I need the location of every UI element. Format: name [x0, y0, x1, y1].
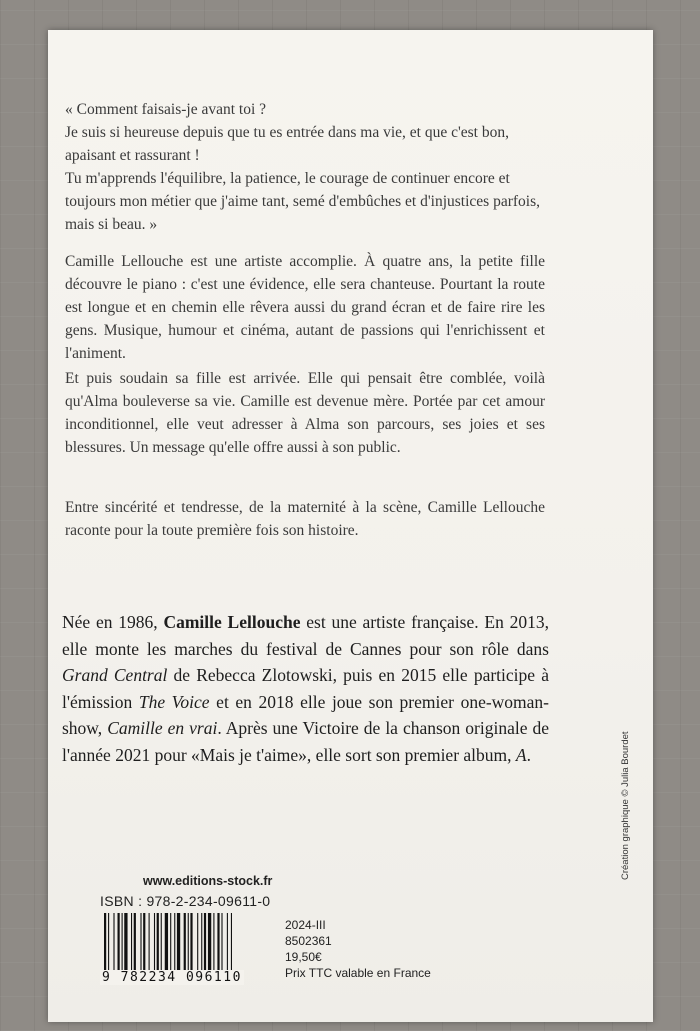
bio-text: et en 2018 elle joue son premier one-woman-show,: [62, 691, 550, 738]
publisher-website: www.editions-stock.fr: [143, 874, 273, 888]
bio-text: . Après une Victoire de la chanson originale de l'année 2021 pour «Mais je t'aime», elle sort son premier album,: [62, 718, 550, 765]
bio-text: Née en 1986,: [62, 612, 164, 632]
barcode-icon: [100, 913, 270, 973]
bio-text: est une artiste française. En 2013, elle monte les marches du festival de Cannes pour son rôle dans: [62, 612, 549, 659]
oneshow-title: Camille en vrai: [107, 718, 218, 738]
quote-line: « Comment faisais-je avant toi ?: [65, 101, 267, 118]
quote-line: Je suis si heureuse depuis que tu es entrée dans ma vie, et que c'est bon, apaisant et rassurant !: [65, 124, 509, 164]
quote-line: Tu m'apprends l'équilibre, la patience, le courage de continuer encore et toujours mon métier que j'aime tant, semé d'embûches et d'injustices parfois, mais si beau. »: [65, 170, 540, 233]
edition-info: [285, 917, 431, 981]
film-title: Grand Central: [62, 665, 168, 685]
price-note: Prix TTC valable en France: [285, 966, 431, 980]
design-credit: Création graphique © Julia Bourdet: [620, 731, 631, 880]
blurb-paragraph-2: Et puis soudain sa fille est arrivée. Elle qui pensait être comblée, voilà qu'Alma bouleverse sa vie. Camille est devenue mère. Portée par cet amour inconditionnel, elle veut adresser à Alma son parcours, ses joies et ses blessures. Un message qu'elle offre aussi à son public.: [65, 370, 545, 456]
edition-number: 2024-III: [285, 918, 326, 932]
bio-text: de Rebecca Zlotowski, puis en 2015 elle participe à l'émission: [62, 665, 549, 712]
product-code: 8502361: [285, 934, 332, 948]
bio-text: .: [526, 744, 531, 765]
isbn-label: ISBN : 978-2-234-09611-0: [100, 893, 271, 909]
album-title: A: [515, 744, 527, 765]
epigraph-quote: [65, 98, 545, 236]
show-title: The Voice: [138, 691, 210, 712]
barcode-digits: 9 782234 096110: [102, 970, 242, 985]
author-name: Camille Lellouche: [163, 612, 301, 632]
blurb-paragraph-3: Entre sincérité et tendresse, de la maternité à la scène, Camille Lellouche raconte pour la toute première fois son histoire.: [65, 499, 545, 539]
author-bio: [62, 609, 549, 768]
blurb-paragraph-1: Camille Lellouche est une artiste accomplie. À quatre ans, la petite fille découvre le piano : c'est une évidence, elle sera chanteuse. Pourtant la route est longue et en chemin elle rêvera aussi du grand écran et de faire rire les gens. Musique, humour et cinéma, autant de passions qui l'enrichissent et l'animent.: [65, 253, 545, 362]
price: 19,50€: [285, 950, 322, 964]
